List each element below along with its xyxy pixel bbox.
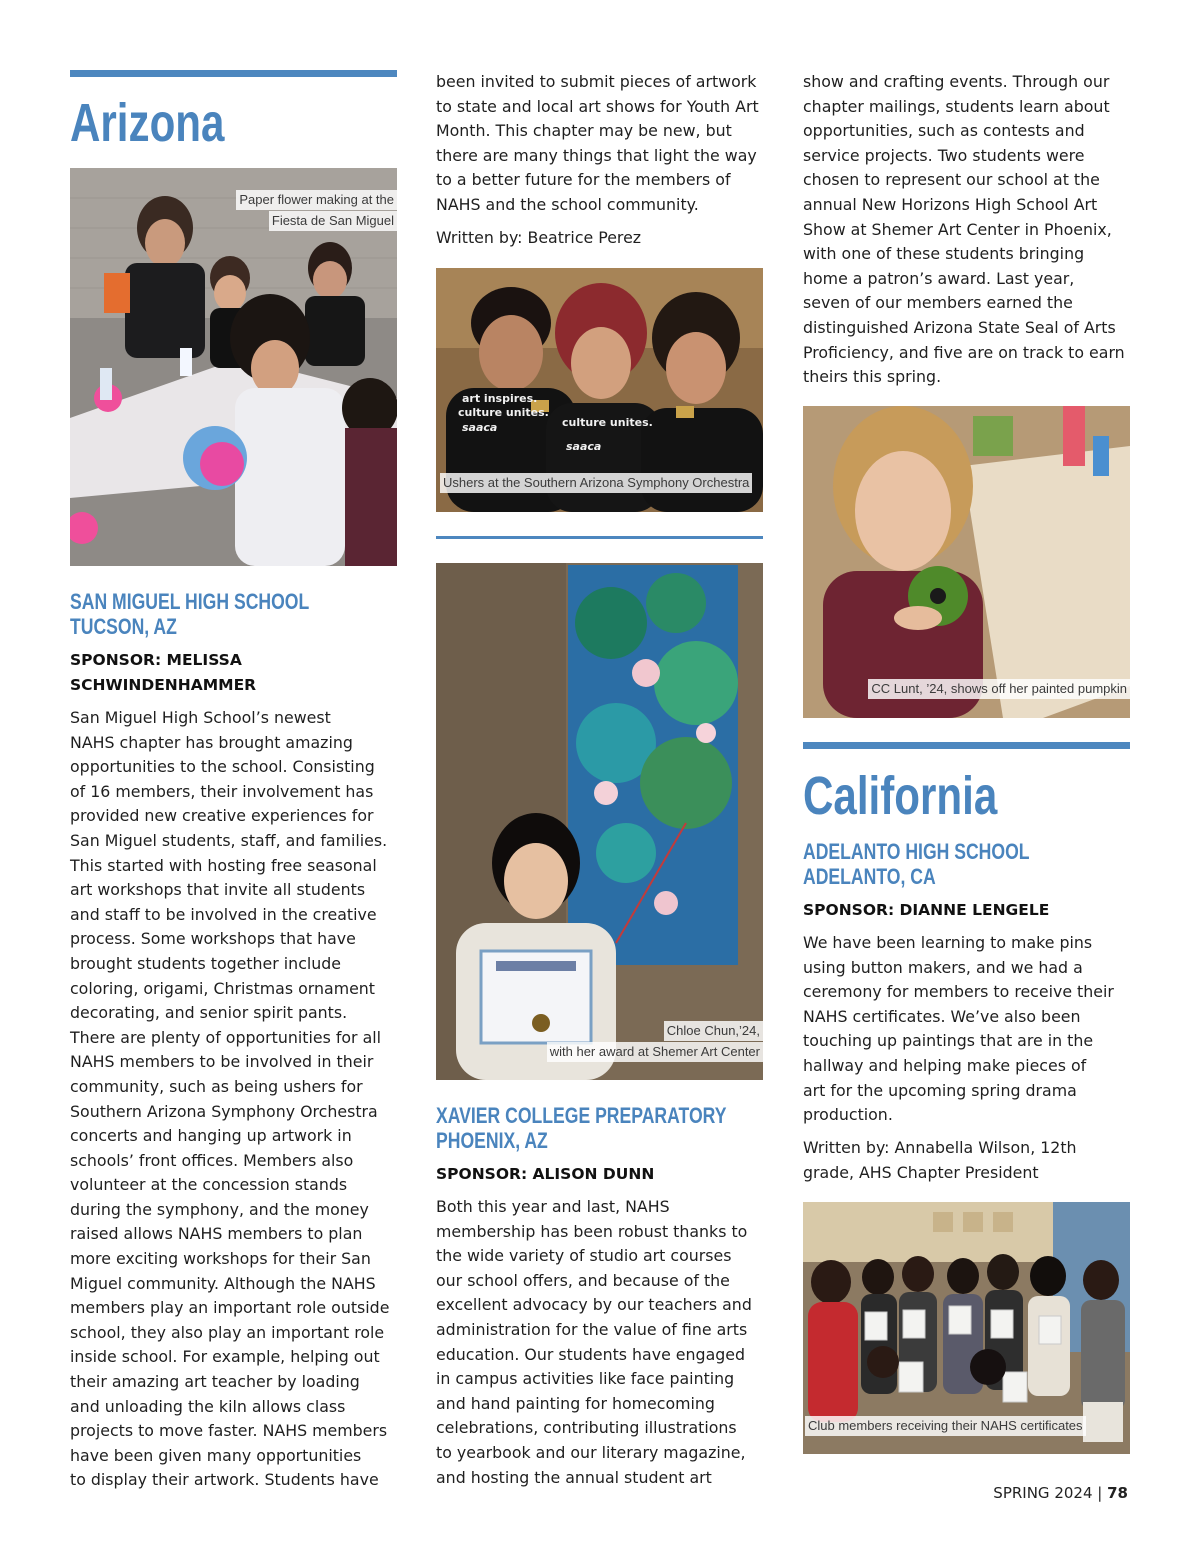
school-location-phoenix: PHOENIX, AZ: [436, 1128, 548, 1153]
body-line: opportunities, such as contests and: [803, 121, 1085, 141]
body-line: NAHS certificates. We’ve also been: [803, 1006, 1081, 1026]
body-line: with one of these students bringing: [803, 244, 1085, 264]
body-line: membership has been robust thanks to: [436, 1221, 748, 1241]
photo-cc-lunt-image: [803, 406, 1130, 718]
shirt-brand-2: saaca: [566, 440, 602, 453]
body-line: decorating, and senior spirit pants.: [70, 1003, 348, 1023]
california-top-rule: [803, 742, 1130, 749]
body-line: community, such as being ushers for: [70, 1076, 363, 1096]
body-line: chosen to represent our school at the: [803, 170, 1100, 190]
body-line: projects to move faster. NAHS members: [70, 1421, 388, 1441]
body-line: We have been learning to make pins: [803, 933, 1093, 952]
photo-club-members: [803, 1202, 1130, 1454]
body-line: theirs this spring.: [803, 367, 942, 387]
body-line: opportunities to the school. Consisting: [70, 757, 375, 777]
body-line: art workshops that invite all students: [70, 880, 366, 900]
body-line: raised allows NAHS members to plan: [70, 1224, 363, 1244]
san-miguel-body-col2: [436, 70, 766, 218]
body-line: Southern Arizona Symphony Orchestra: [70, 1101, 378, 1121]
adelanto-author-1: Written by: Annabella Wilson, 12th: [803, 1138, 1077, 1157]
body-line: art for the upcoming spring drama: [803, 1080, 1077, 1100]
body-line: San Miguel students, staff, and families.: [70, 830, 388, 850]
body-line: of 16 members, their involvement has: [70, 781, 374, 801]
body-line: provided new creative experiences for: [70, 806, 374, 826]
sponsor-adelanto: SPONSOR: DIANNE LENGELE: [803, 901, 1050, 919]
body-line: members play an important role outside: [70, 1298, 390, 1318]
photo-ushers: [436, 268, 763, 512]
body-line: and staff to be involved in the creative: [70, 904, 377, 924]
photo-cc-lunt-caption: CC Lunt, ’24, shows off her painted pumpkin: [868, 679, 1130, 699]
body-line: been invited to submit pieces of artwork: [436, 72, 757, 91]
body-line: touching up paintings that are in the: [803, 1031, 1094, 1051]
shirt-text-3: culture unites.: [562, 416, 653, 429]
body-line: school, they also play an important role: [70, 1322, 385, 1342]
body-line: This started with hosting free seasonal: [70, 855, 377, 875]
footer-separator: |: [1097, 1484, 1103, 1502]
photo-chloe-chun: [436, 563, 763, 1080]
body-line: to yearbook and our literary magazine,: [436, 1442, 746, 1462]
shirt-brand-1: saaca: [462, 421, 498, 434]
body-line: home a patron’s award. Last year,: [803, 268, 1075, 288]
footer-issue: SPRING 2024: [993, 1484, 1093, 1502]
school-location-adelanto: ADELANTO, CA: [803, 864, 936, 889]
body-line: Proficiency, and five are on track to earn: [803, 342, 1125, 362]
body-line: using button makers, and we had a: [803, 957, 1083, 977]
arizona-top-rule: [70, 70, 397, 77]
photo-club-members-caption: Club members receiving their NAHS certificates: [805, 1416, 1086, 1436]
body-line: hallway and helping make pieces of: [803, 1055, 1087, 1075]
xavier-body-col2: [436, 1195, 766, 1490]
body-line: chapter mailings, students learn about: [803, 96, 1110, 116]
body-line: service projects. Two students were: [803, 145, 1085, 165]
body-line: seven of our members earned the: [803, 293, 1073, 313]
photo-paper-flowers-caption-2: Fiesta de San Miguel: [269, 211, 397, 231]
body-line: inside school. For example, helping out: [70, 1347, 380, 1367]
sponsor-xavier: SPONSOR: ALISON DUNN: [436, 1165, 655, 1183]
body-line: Miguel community. Although the NAHS: [70, 1273, 376, 1293]
san-miguel-author: Written by: Beatrice Perez: [436, 228, 642, 247]
xavier-body-col3: [803, 70, 1133, 390]
body-line: San Miguel High School’s newest: [70, 708, 331, 727]
body-line: celebrations, contributing illustrations: [436, 1418, 737, 1438]
school-name-xavier: XAVIER COLLEGE PREPARATORY: [436, 1103, 727, 1128]
adelanto-author-2: grade, AHS Chapter President: [803, 1163, 1039, 1182]
body-line: during the symphony, and the money: [70, 1199, 369, 1219]
body-line: there are many things that light the way: [436, 145, 757, 165]
body-line: distinguished Arizona State Seal of Arts: [803, 317, 1116, 337]
body-line: and unloading the kiln allows class: [70, 1396, 346, 1416]
body-line: NAHS members to be involved in their: [70, 1052, 374, 1072]
body-line: excellent advocacy by our teachers and: [436, 1295, 752, 1315]
photo-ushers-caption: Ushers at the Southern Arizona Symphony Orchestra: [440, 473, 752, 493]
body-line: the wide variety of studio art courses: [436, 1246, 732, 1266]
body-line: our school offers, and because of the: [436, 1270, 730, 1290]
body-line: education. Our students have engaged: [436, 1344, 746, 1364]
body-line: to a better future for the members of: [436, 170, 731, 190]
school-location-tucson: TUCSON, AZ: [70, 614, 177, 639]
body-line: concerts and hanging up artwork in: [70, 1126, 352, 1146]
photo-cc-lunt: [803, 406, 1130, 718]
school-name-san-miguel: SAN MIGUEL HIGH SCHOOL: [70, 589, 310, 614]
photo-chloe-caption-1: Chloe Chun,’24,: [664, 1021, 763, 1041]
body-line: to display their artwork. Students have: [70, 1470, 379, 1490]
body-line: NAHS chapter has brought amazing: [70, 732, 353, 752]
photo-chloe-caption-2: with her award at Shemer Art Center: [547, 1042, 763, 1062]
body-line: schools’ front offices. Members also: [70, 1150, 354, 1170]
body-line: in campus activities like face painting: [436, 1369, 735, 1389]
body-line: There are plenty of opportunities for all: [70, 1027, 382, 1047]
body-line: have been given many opportunities: [70, 1445, 362, 1465]
sponsor-san-miguel-2: SCHWINDENHAMMER: [70, 676, 257, 694]
adelanto-body: [803, 931, 1133, 1128]
sponsor-san-miguel-1: SPONSOR: MELISSA: [70, 651, 242, 669]
shirt-text-1: art inspires.: [462, 392, 538, 405]
body-line: and hosting the annual student art: [436, 1467, 712, 1487]
body-line: their amazing art teacher by loading: [70, 1372, 360, 1392]
body-line: administration for the value of fine arts: [436, 1319, 748, 1339]
body-line: Month. This chapter may be new, but: [436, 121, 732, 141]
photo-chloe-chun-image: [436, 563, 763, 1080]
body-line: coloring, origami, Christmas ornament: [70, 978, 376, 998]
california-title: California: [803, 766, 998, 826]
body-line: Both this year and last, NAHS: [436, 1197, 670, 1216]
column2-divider-rule: [436, 536, 763, 539]
body-line: Show at Shemer Art Center in Phoenix,: [803, 219, 1112, 239]
photo-paper-flowers-caption-1: Paper flower making at the: [236, 190, 397, 210]
san-miguel-body-col1: [70, 706, 400, 1493]
body-line: volunteer at the concession stands: [70, 1175, 348, 1195]
school-name-adelanto: ADELANTO HIGH SCHOOL: [803, 839, 1030, 864]
body-line: annual New Horizons High School Art: [803, 194, 1098, 214]
body-line: to state and local art shows for Youth Art: [436, 96, 759, 116]
footer-page-number: 78: [1107, 1484, 1128, 1502]
body-line: more exciting workshops for their San: [70, 1249, 371, 1269]
arizona-title: Arizona: [70, 93, 225, 153]
body-line: process. Some workshops that have: [70, 929, 356, 949]
page-footer: [993, 1484, 1128, 1502]
shirt-text-2: culture unites.: [458, 406, 549, 419]
body-line: show and crafting events. Through our: [803, 72, 1110, 91]
body-line: NAHS and the school community.: [436, 194, 699, 214]
body-line: and hand painting for homecoming: [436, 1393, 715, 1413]
body-line: production.: [803, 1105, 893, 1125]
body-line: brought students together include: [70, 953, 342, 973]
body-line: ceremony for members to receive their: [803, 982, 1114, 1002]
photo-paper-flowers: [70, 168, 397, 566]
